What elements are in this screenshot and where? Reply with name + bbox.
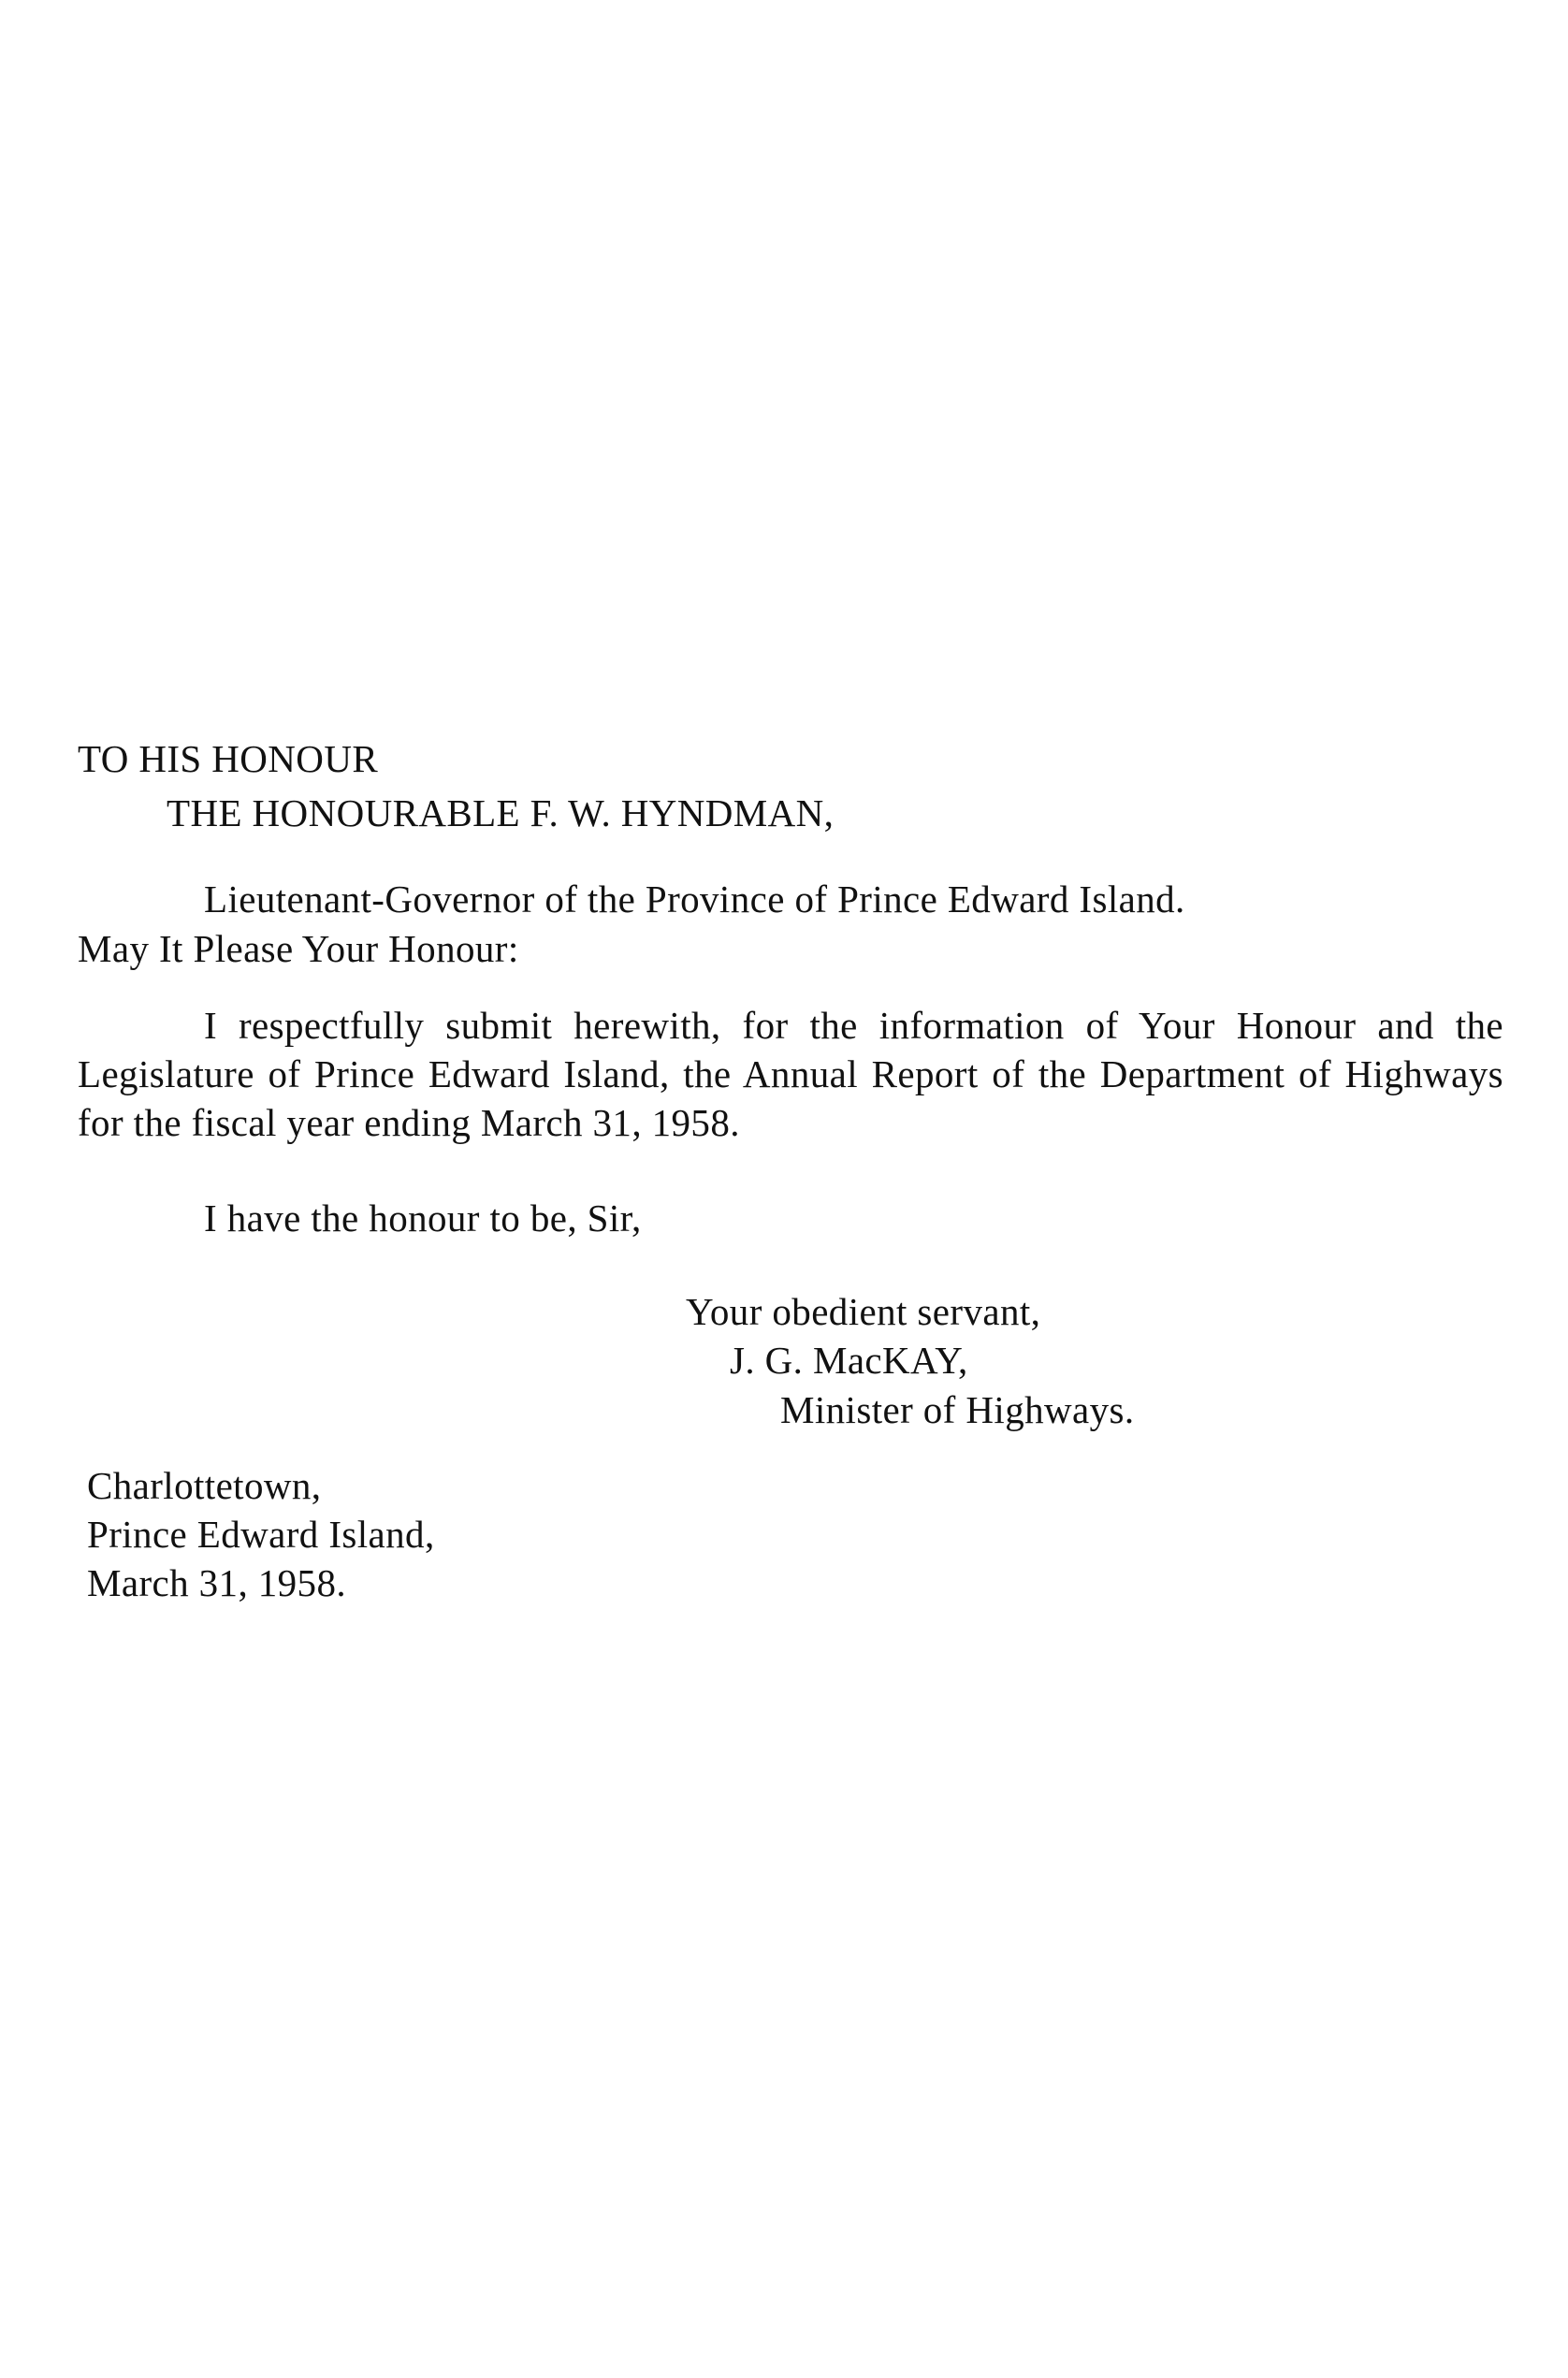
signatory-position: Minister of Highways. [780, 1388, 1135, 1431]
addressee-line-2: THE HONOURABLE F. W. HYNDMAN, [167, 791, 835, 834]
salutation: May It Please Your Honour: [78, 927, 519, 970]
place-province: Prince Edward Island, [87, 1513, 435, 1556]
place-city: Charlottetown, [87, 1464, 322, 1507]
addressee-line-1: TO HIS HONOUR [78, 737, 379, 780]
signatory-name: J. G. MacKAY, [730, 1339, 968, 1382]
complimentary-close: Your obedient servant, [686, 1290, 1041, 1333]
addressee-title: Lieutenant-Governor of the Province of Prince Edward Island. [204, 877, 1185, 921]
closing-line: I have the honour to be, Sir, [204, 1196, 642, 1240]
body-paragraph: I respectfully submit herewith, for the information of Your Honour and the Legislature of Prince Edward Island, the Annual Report of the Department of Highways for the fiscal year ending March 31, 1958. [78, 1004, 1503, 1144]
letter-date: March 31, 1958. [87, 1561, 347, 1604]
